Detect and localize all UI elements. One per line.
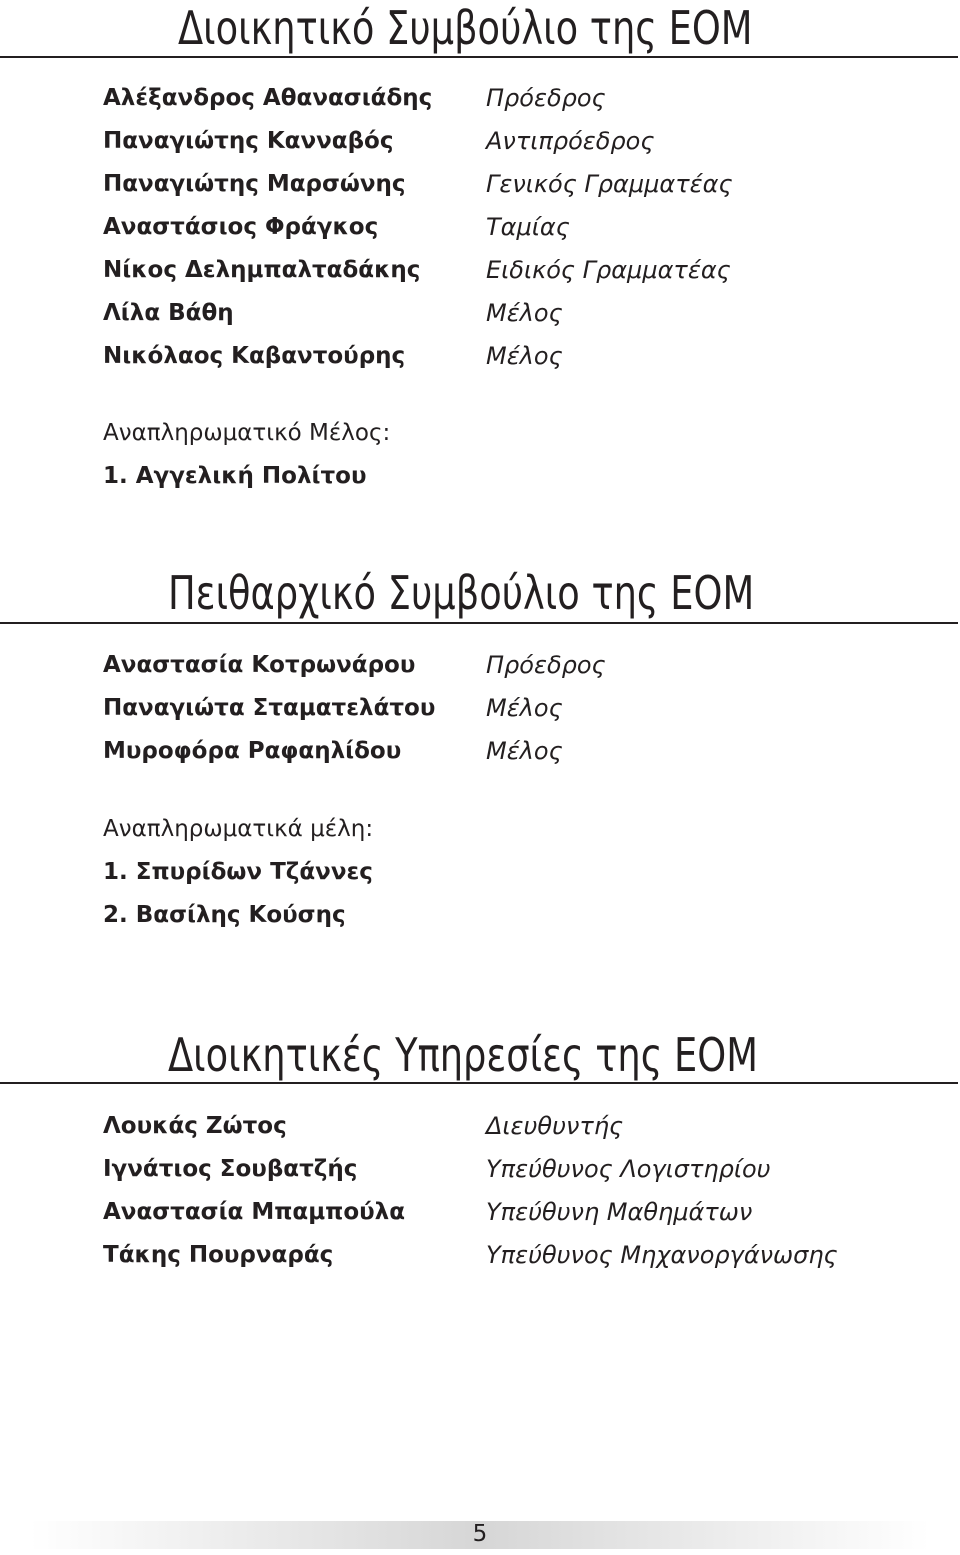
services-section (0, 1027, 960, 1287)
member-role: Μέλος (486, 737, 563, 765)
member-name: Παναγιώτα Σταματελάτου (103, 695, 436, 721)
member-name: Αναστασία Κοτρωνάρου (103, 652, 416, 678)
services-row (0, 1148, 960, 1191)
member-name: Αναστασία Μπαμπούλα (103, 1199, 406, 1225)
member-name: Νικόλαος Καβαντούρης (103, 343, 406, 369)
member-role: Υπεύθυνος Λογιστηρίου (486, 1155, 771, 1183)
member-name: Αναστάσιος Φράγκος (103, 214, 379, 240)
disciplinary-title-rule (0, 622, 958, 624)
board-alternate-heading: Αναπληρωματικό Μέλος: (103, 420, 391, 446)
disciplinary-title: Πειθαρχικό Συμβούλιο της ΕΟΜ (168, 566, 755, 620)
disciplinary-row (0, 644, 960, 687)
services-row (0, 1234, 960, 1277)
member-role: Διευθυντής (486, 1112, 624, 1140)
member-role: Μέλος (486, 299, 563, 327)
board-row (0, 163, 960, 206)
board-title-rule (0, 56, 958, 58)
member-role: Ειδικός Γραμματέας (486, 256, 731, 284)
board-row (0, 206, 960, 249)
board-section (0, 0, 960, 500)
member-role: Πρόεδρος (486, 651, 606, 679)
board-row (0, 249, 960, 292)
services-title-rule (0, 1082, 958, 1084)
member-name: Ιγνάτιος Σουβατζής (103, 1156, 358, 1182)
board-alternate-member: 1. Αγγελική Πολίτου (103, 463, 367, 489)
services-title: Διοικητικές Υπηρεσίες της ΕΟΜ (168, 1028, 759, 1082)
board-title: Διοικητικό Συμβούλιο της ΕΟΜ (178, 1, 753, 55)
services-row (0, 1105, 960, 1148)
member-name: Παναγιώτης Κανναβός (103, 128, 394, 154)
member-role: Αντιπρόεδρος (486, 127, 655, 155)
disciplinary-alternate-heading: Αναπληρωματικά μέλη: (103, 816, 374, 842)
member-name: Τάκης Πουρναράς (103, 1242, 334, 1268)
member-name: Μυροφόρα Ραφαηλίδου (103, 738, 402, 764)
member-role: Μέλος (486, 694, 563, 722)
member-role: Ταμίας (486, 213, 570, 241)
disciplinary-section (0, 565, 960, 945)
member-role: Πρόεδρος (486, 84, 606, 112)
member-role: Υπεύθυνη Μαθημάτων (486, 1198, 753, 1226)
member-name: Παναγιώτης Μαρσώνης (103, 171, 406, 197)
disciplinary-row (0, 730, 960, 773)
board-row (0, 120, 960, 163)
member-role: Υπεύθυνος Μηχανοργάνωσης (486, 1241, 838, 1269)
member-name: Νίκος Δελημπαλταδάκης (103, 257, 421, 283)
disciplinary-alternate-member: 1. Σπυρίδων Τζάννες (103, 859, 373, 885)
services-row (0, 1191, 960, 1234)
page-number: 5 (472, 1521, 488, 1547)
member-role: Γενικός Γραμματέας (486, 170, 733, 198)
board-row (0, 335, 960, 378)
member-role: Μέλος (486, 342, 563, 370)
member-name: Λίλα Βάθη (103, 300, 234, 326)
disciplinary-row (0, 687, 960, 730)
member-name: Λουκάς Ζώτος (103, 1113, 287, 1139)
board-row (0, 77, 960, 120)
member-name: Αλέξανδρος Αθανασιάδης (103, 85, 433, 111)
disciplinary-alternate-member: 2. Βασίλης Κούσης (103, 902, 346, 928)
board-row (0, 292, 960, 335)
